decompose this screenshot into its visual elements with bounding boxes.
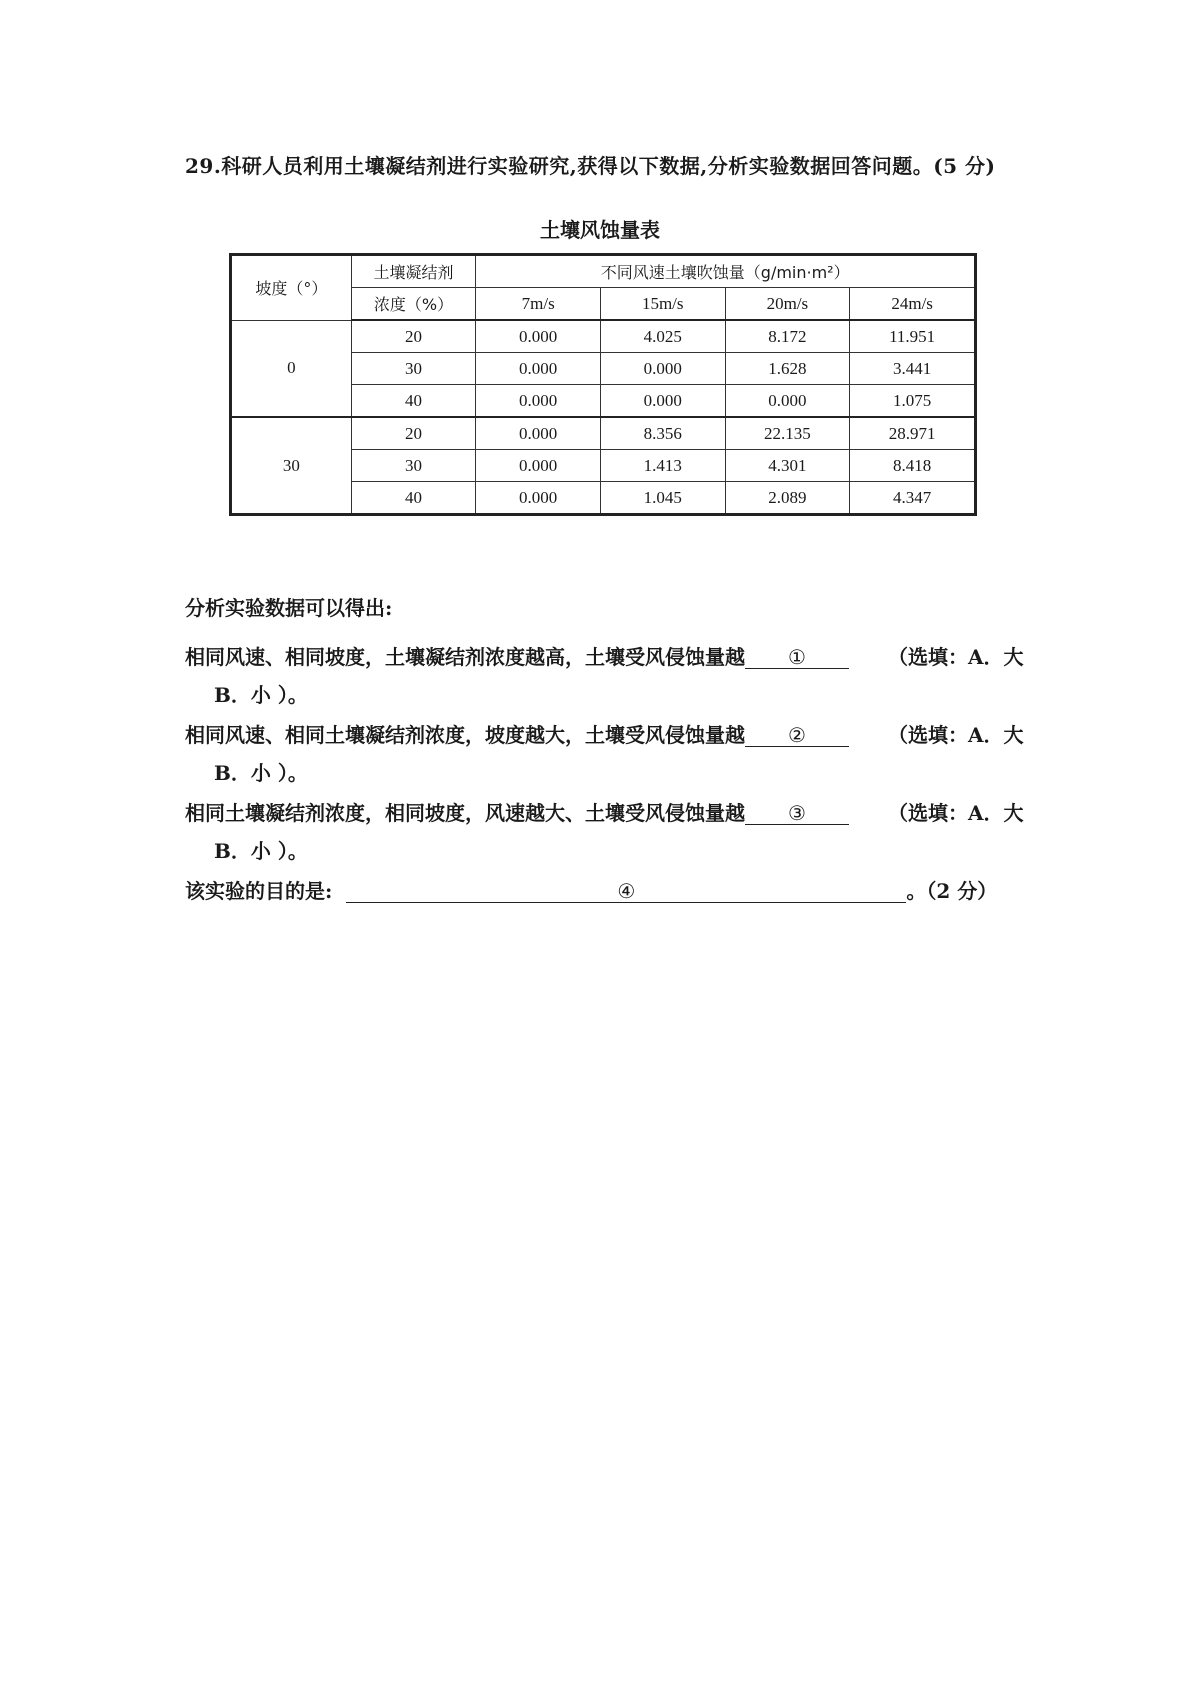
answer-blank-4[interactable]: ④ xyxy=(346,880,906,903)
concentration-cell: 20 xyxy=(351,320,476,353)
table-caption: 土壤风蚀量表 xyxy=(540,218,660,242)
value-cell: 1.045 xyxy=(600,482,725,515)
analysis-item-2 xyxy=(185,719,849,748)
analysis-item-1-text: 相同风速、相同坡度，土壤凝结剂浓度越高，土壤受风侵蚀量越 xyxy=(185,645,745,669)
header-concentration-line1: 土壤凝结剂 xyxy=(351,255,476,288)
concentration-cell: 20 xyxy=(351,417,476,450)
answer-blank-3[interactable]: ③ xyxy=(745,802,849,825)
header-wind-24: 24m/s xyxy=(850,288,976,321)
slope-cell: 30 xyxy=(231,417,352,515)
header-wind-20: 20m/s xyxy=(725,288,850,321)
header-wind-15: 15m/s xyxy=(600,288,725,321)
analysis-item-2-text: 相同风速、相同土壤凝结剂浓度，坡度越大，土壤受风侵蚀量越 xyxy=(185,723,745,747)
analysis-item-2-options-b: B．小 ）。 xyxy=(214,761,308,785)
value-cell: 0.000 xyxy=(600,353,725,385)
wind-erosion-table xyxy=(229,253,977,516)
value-cell: 0.000 xyxy=(476,482,601,515)
value-cell: 0.000 xyxy=(600,385,725,418)
value-cell: 28.971 xyxy=(850,417,976,450)
value-cell: 0.000 xyxy=(476,417,601,450)
analysis-item-3-text: 相同土壤凝结剂浓度，相同坡度，风速越大、土壤受风侵蚀量越 xyxy=(185,801,745,825)
value-cell: 0.000 xyxy=(725,385,850,418)
answer-blank-2[interactable]: ② xyxy=(745,724,849,747)
value-cell: 2.089 xyxy=(725,482,850,515)
table-row xyxy=(231,320,976,353)
concentration-cell: 30 xyxy=(351,450,476,482)
value-cell: 0.000 xyxy=(476,320,601,353)
value-cell: 8.356 xyxy=(600,417,725,450)
value-cell: 0.000 xyxy=(476,385,601,418)
purpose-suffix: 。（2 分） xyxy=(906,879,998,903)
answer-blank-1[interactable]: ① xyxy=(745,646,849,669)
value-cell: 8.172 xyxy=(725,320,850,353)
analysis-intro: 分析实验数据可以得出: xyxy=(185,596,393,620)
analysis-item-2-options: （选填：A．大 xyxy=(888,723,1024,747)
value-cell: 1.075 xyxy=(850,385,976,418)
value-cell: 4.025 xyxy=(600,320,725,353)
value-cell: 11.951 xyxy=(850,320,976,353)
header-slope: 坡度（°） xyxy=(231,255,352,321)
purpose-text: 该实验的目的是: xyxy=(185,879,333,903)
value-cell: 3.441 xyxy=(850,353,976,385)
value-cell: 1.413 xyxy=(600,450,725,482)
concentration-cell: 30 xyxy=(351,353,476,385)
value-cell: 0.000 xyxy=(476,450,601,482)
analysis-item-1-options-b: B．小 ）。 xyxy=(214,683,308,707)
header-concentration-line2: 浓度（%） xyxy=(351,288,476,321)
question-title: 29.科研人员利用土壤凝结剂进行实验研究,获得以下数据,分析实验数据回答问题。(5 分) xyxy=(185,154,996,178)
table-row xyxy=(231,417,976,450)
analysis-item-1-options: （选填：A．大 xyxy=(888,645,1024,669)
concentration-cell: 40 xyxy=(351,482,476,515)
analysis-item-3 xyxy=(185,797,849,826)
concentration-cell: 40 xyxy=(351,385,476,418)
slope-cell: 0 xyxy=(231,320,352,417)
analysis-item-3-options: （选填：A．大 xyxy=(888,801,1024,825)
value-cell: 8.418 xyxy=(850,450,976,482)
analysis-item-3-options-b: B．小 ）。 xyxy=(214,839,308,863)
purpose-line xyxy=(185,875,997,904)
value-cell: 0.000 xyxy=(476,353,601,385)
analysis-item-1 xyxy=(185,641,849,670)
value-cell: 4.301 xyxy=(725,450,850,482)
value-cell: 22.135 xyxy=(725,417,850,450)
value-cell: 1.628 xyxy=(725,353,850,385)
value-cell: 4.347 xyxy=(850,482,976,515)
header-wind-7: 7m/s xyxy=(476,288,601,321)
header-wind-group: 不同风速土壤吹蚀量（g/min·m²） xyxy=(476,255,976,288)
